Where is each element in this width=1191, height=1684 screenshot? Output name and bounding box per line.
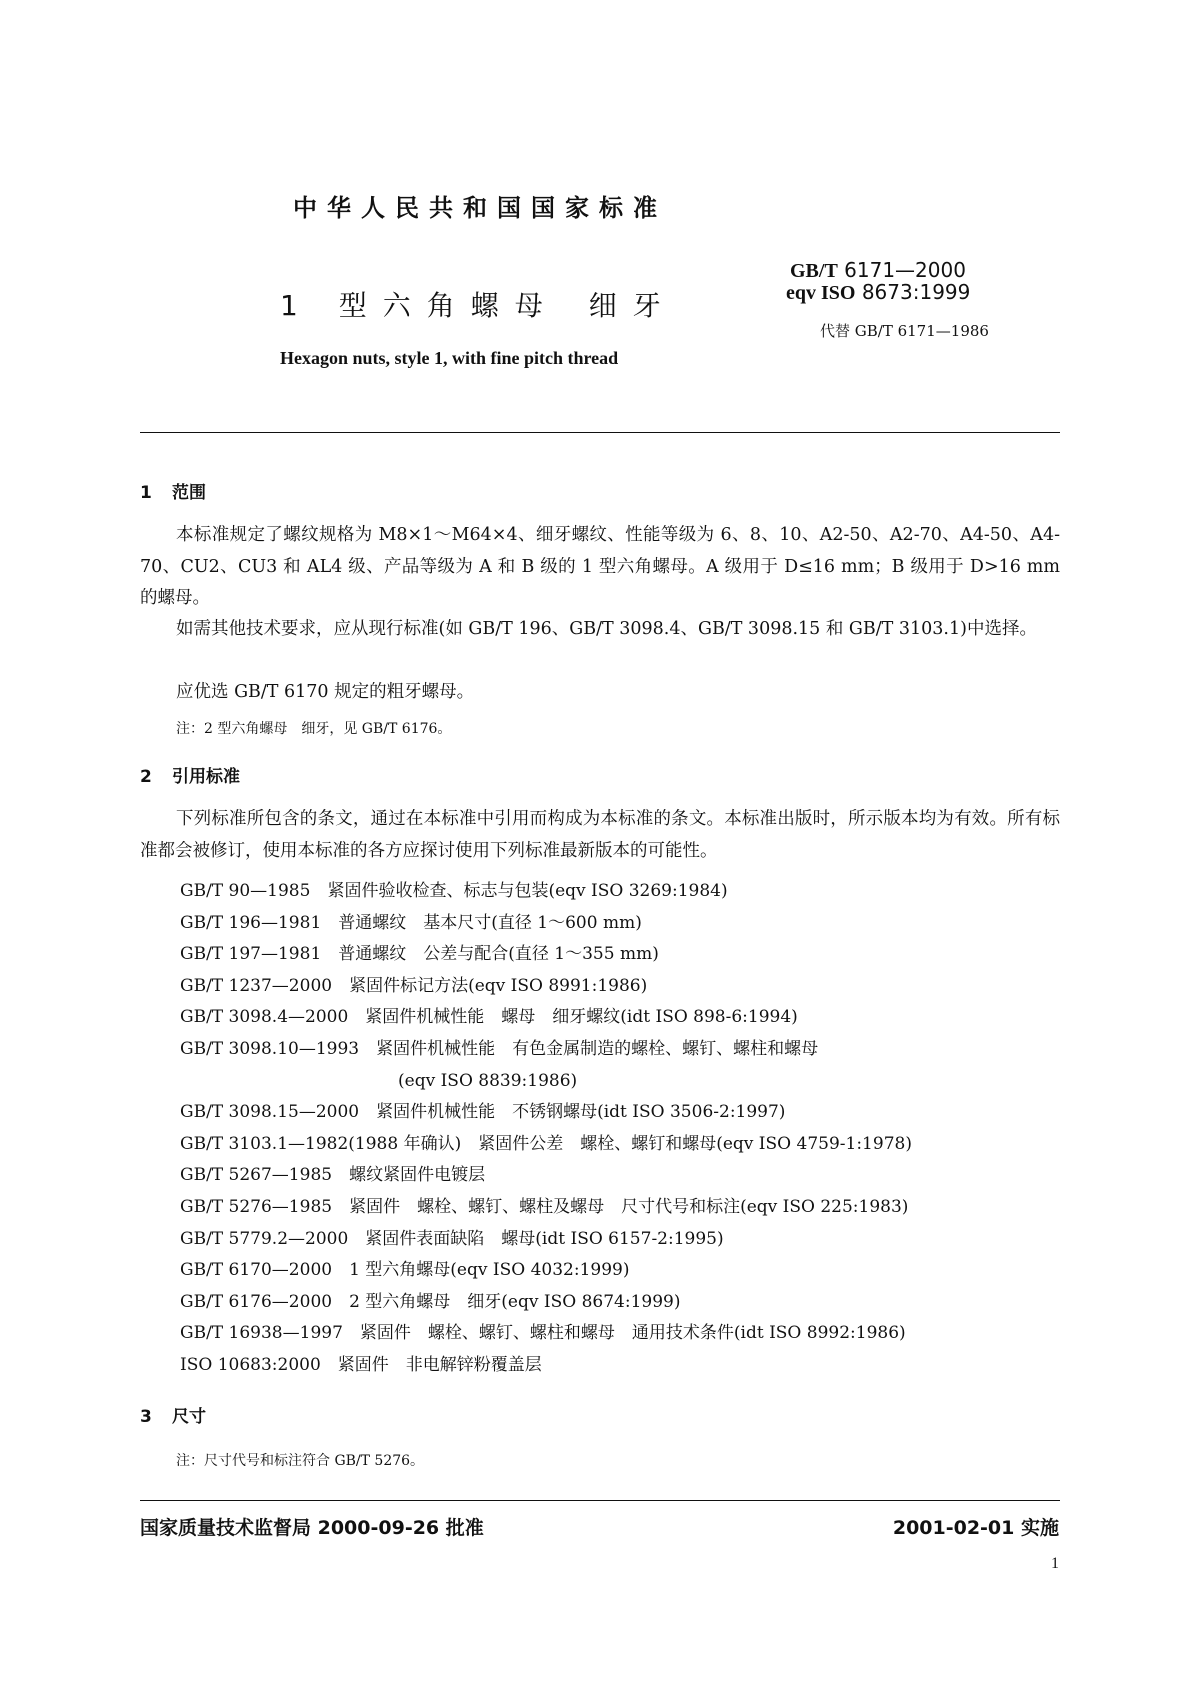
section-number: 1 [140, 483, 152, 503]
reference-item: GB/T 3103.1—1982(1988 年确认) 紧固件公差 螺栓、螺钉和螺母(eqv ISO 4759-1:1978) [180, 1133, 912, 1154]
title-zh-part2: 细牙 [588, 289, 677, 322]
section-title: 引用标准 [172, 767, 240, 787]
reference-item: GB/T 6170—2000 1 型六角螺母(eqv ISO 4032:1999) [180, 1260, 630, 1281]
reference-item: GB/T 6176—2000 2 型六角螺母 细牙(eqv ISO 8674:1999) [180, 1291, 681, 1312]
reference-item: GB/T 5267—1985 螺纹紧固件电镀层 [180, 1165, 486, 1186]
title-zh-part1: 1 型六角螺母 [280, 289, 559, 322]
section-title: 范围 [172, 483, 206, 503]
standard-code-prefix: GB/T [790, 260, 838, 282]
replaces-code: 代替 GB/T 6171—1986 [820, 322, 989, 340]
reference-item: GB/T 3098.4—2000 紧固件机械性能 螺母 细牙螺纹(idt ISO 898-6:1994) [180, 1007, 798, 1028]
scope-paragraph-2: 如需其他技术要求，应从现行标准(如 GB/T 196、GB/T 3098.4、GB/T 3098.15 和 GB/T 3103.1)中选择。 [176, 619, 1037, 639]
reference-item: GB/T 90—1985 紧固件验收检查、标志与包装(eqv ISO 3269:1984) [180, 881, 728, 901]
eqv-code-prefix: eqv ISO [786, 282, 856, 304]
document-title-zh [280, 284, 677, 324]
scope-note: 注：2 型六角螺母 细牙，见 GB/T 6176。 [176, 721, 452, 737]
national-standard-heading: 中华人民共和国国家标准 [293, 194, 667, 222]
reference-item: GB/T 3098.10—1993 紧固件机械性能 有色金属制造的螺栓、螺钉、螺柱和螺母 [180, 1038, 819, 1059]
standard-code-number: 6171—2000 [844, 258, 966, 282]
reference-item: GB/T 5276—1985 紧固件 螺栓、螺钉、螺柱及螺母 尺寸代号和标注(eqv ISO 225:1983) [180, 1196, 909, 1217]
reference-item: GB/T 3098.15—2000 紧固件机械性能 不锈钢螺母(idt ISO 3506-2:1997) [180, 1102, 786, 1123]
reference-list [180, 876, 912, 1382]
approval-date: 国家质量技术监督局 2000-09-26 批准 [140, 1517, 484, 1539]
section-heading-scope [140, 478, 206, 503]
reference-item: GB/T 197—1981 普通螺纹 公差与配合(直径 1～355 mm) [180, 944, 659, 965]
section-number: 2 [140, 767, 152, 787]
section-number: 3 [140, 1407, 152, 1427]
page-number: 1 [1051, 1555, 1059, 1572]
reference-item-continuation: (eqv ISO 8839:1986) [398, 1070, 578, 1091]
dimensions-note: 注：尺寸代号和标注符合 GB/T 5276。 [176, 1453, 425, 1469]
implementation-date: 2001-02-01 实施 [892, 1517, 1059, 1539]
scope-paragraph-1: 本标准规定了螺纹规格为 M8×1～M64×4、细牙螺纹、性能等级为 6、8、10、A2-50、A2-70、A4-50、A4-70、CU2、CU3 和 AL4 级、产品等级为 A 和 B 级的 1 型六角螺母。A 级用于 D≤16 mm；B 级用于 D>16 mm的螺母。 [140, 525, 1060, 608]
section-heading-references [140, 762, 240, 787]
reference-item: GB/T 1237—2000 紧固件标记方法(eqv ISO 8991:1986) [180, 975, 648, 996]
references-intro: 下列标准所包含的条文，通过在本标准中引用而构成为本标准的条文。本标准出版时，所示版本均为有效。所有标准都会被修订，使用本标准的各方应探讨使用下列标准最新版本的可能性。 [140, 809, 1060, 861]
reference-item: GB/T 16938—1997 紧固件 螺栓、螺钉、螺柱和螺母 通用技术条件(idt ISO 8992:1986) [180, 1323, 906, 1344]
eqv-code [786, 280, 970, 305]
reference-item: ISO 10683:2000 紧固件 非电解锌粉覆盖层 [180, 1354, 542, 1375]
footer-divider [140, 1500, 1060, 1501]
header-divider [140, 432, 1060, 433]
section-title: 尺寸 [172, 1407, 206, 1427]
reference-item: GB/T 5779.2—2000 紧固件表面缺陷 螺母(idt ISO 6157-2:1995) [180, 1228, 724, 1249]
document-title-en: Hexagon nuts, style 1, with fine pitch thread [280, 348, 619, 368]
eqv-code-number: 8673:1999 [861, 280, 971, 304]
section-heading-dimensions [140, 1402, 206, 1427]
scope-paragraph-3: 应优选 GB/T 6170 规定的粗牙螺母。 [176, 682, 475, 702]
reference-item: GB/T 196—1981 普通螺纹 基本尺寸(直径 1～600 mm) [180, 912, 642, 933]
